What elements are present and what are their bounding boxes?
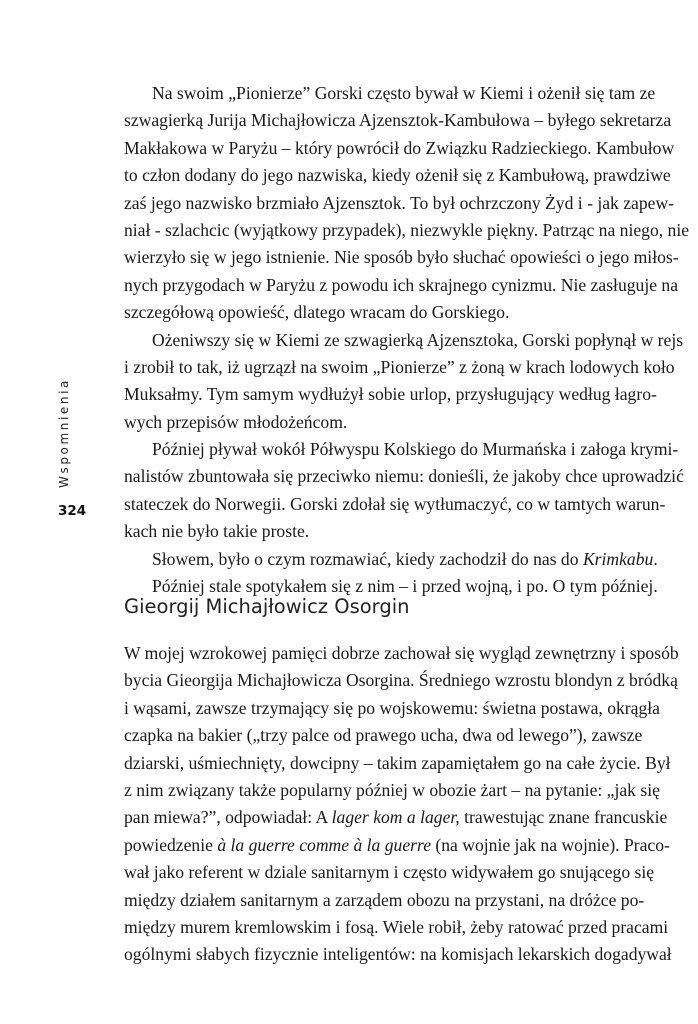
text-line: ogólnymi słabych fizycznie inteligentów: na komisjach lekarskich dogadywał bbox=[124, 944, 672, 965]
text-line: zaś jego nazwisko brzmiało Ajzensztok. To był ochrzczony Żyd i - jak zapew- bbox=[124, 192, 675, 213]
text-line: niał - szlachcic (wyjątkowy przypadek), niezwykle piękny. Patrząc na niego, nie bbox=[124, 219, 690, 240]
section-heading: Gieorgij Michajłowicz Osorgin bbox=[124, 595, 410, 618]
text-line: stateczek do Norwegii. Gorski zdołał się wytłumaczyć, co w tamtych warun- bbox=[124, 493, 666, 514]
text-line bbox=[124, 804, 668, 831]
text-line: Później stale spotykałem się z nim – i przed wojną, i po. O tym później. bbox=[152, 576, 658, 597]
text-line: szwagierką Jurija Michajłowicza Ajzensztok-Kambułowa – byłego sekretarza bbox=[124, 110, 672, 131]
text-line: i zrobił to tak, iż ugrzązł na swoim „Pionierze” z żoną w krach lodowych koło bbox=[124, 356, 675, 377]
text-line: Później pływał wokół Półwyspu Kolskiego do Murmańska i załoga krymi- bbox=[152, 439, 679, 460]
text-span: Słowem, było o czym rozmawiać, kiedy zachodził do nas do bbox=[152, 548, 583, 569]
text-line: czapka na bakier („trzy palce od prawego ucha, dwa od lewego”), zawsze bbox=[124, 725, 643, 746]
text-line: między działem sanitarnym a zarządem obozu na przystani, na dróżce po- bbox=[124, 889, 645, 910]
text-span: pan miewa?”, odpowiadał: A bbox=[124, 807, 332, 828]
text-line: kach nie było takie proste. bbox=[124, 521, 310, 542]
text-line: bycia Gieorgija Michajłowicza Osorgina. Średniego wzrostu blondyn z bródką bbox=[124, 670, 678, 691]
text-line: Na swoim „Pionierze” Gorski często bywał w Kiemi i ożenił się tam ze bbox=[152, 83, 656, 103]
text-line: między murem kremlowskim i fosą. Wiele robił, żeby ratować przed pracami bbox=[124, 916, 669, 937]
text-line bbox=[124, 832, 670, 859]
text-line: wych przepisów młodożeńcom. bbox=[124, 411, 348, 432]
text-line: to człon dodany do jego nazwiska, kiedy ożenił się z Kambułową, prawdziwe bbox=[124, 165, 671, 186]
page-number: 324 bbox=[58, 503, 87, 519]
text-line: wierzyło się w jego istnienie. Nie sposób było słuchać opowieści o jego miłos- bbox=[124, 247, 679, 268]
text-line: dziarski, uśmiechnięty, dowcipny – takim zapamiętałem go na całe życie. Był bbox=[124, 752, 671, 773]
text-line: wał jako referent w dziale sanitarnym i często widywałem go snującego się bbox=[124, 862, 655, 883]
text-line: szczegółową opowieść, dlatego wracam do Gorskiego. bbox=[124, 302, 510, 323]
text-line bbox=[124, 546, 658, 573]
text-line: z nim związany także popularny później w obozie żart – na pytanie: „jak się bbox=[124, 779, 660, 800]
italic-book-title: Krimkabu bbox=[582, 548, 654, 569]
text-line: Makłakowa w Paryżu – który powrócił do Związku Radzieckiego. Kambułow bbox=[124, 137, 675, 158]
text-line: Ożeniwszy się w Kiemi ze szwagierką Ajzensztoka, Gorski popłynął w rejs bbox=[152, 329, 684, 350]
text-line: nalistów zbuntowała się przeciwko niemu: donieśli, że jakoby chce uprowadzić bbox=[124, 466, 684, 487]
text-line: W mojej wzrokowej pamięci dobrze zachował się wygląd zewnętrzny i sposób bbox=[124, 643, 679, 663]
text-span: (na wojnie jak na wojnie). Praco- bbox=[431, 834, 670, 855]
italic-phrase: lager kom a lager, bbox=[331, 807, 460, 828]
text-line: i wąsami, zawsze trzymający się po wojskowemu: świetna postawa, okrągła bbox=[124, 697, 660, 718]
text-line: Muksałmy. Tym samym wydłużył sobie urlop, przysługujący według łagro- bbox=[124, 384, 657, 405]
paragraphs-osorgin bbox=[124, 640, 679, 969]
running-section-label bbox=[54, 378, 74, 488]
text-line: nych przygodach w Paryżu z powodu ich skrajnego cynizmu. Nie zasługuje na bbox=[124, 274, 679, 295]
text-span: . bbox=[653, 548, 658, 569]
text-span: powiedzenie bbox=[124, 834, 218, 855]
text-span: trawestując znane francuskie bbox=[459, 807, 668, 828]
section-label-text: Wspomnienia bbox=[57, 378, 71, 488]
paragraphs-gorski bbox=[124, 80, 690, 600]
italic-phrase: à la guerre comme à la guerre bbox=[217, 834, 431, 855]
